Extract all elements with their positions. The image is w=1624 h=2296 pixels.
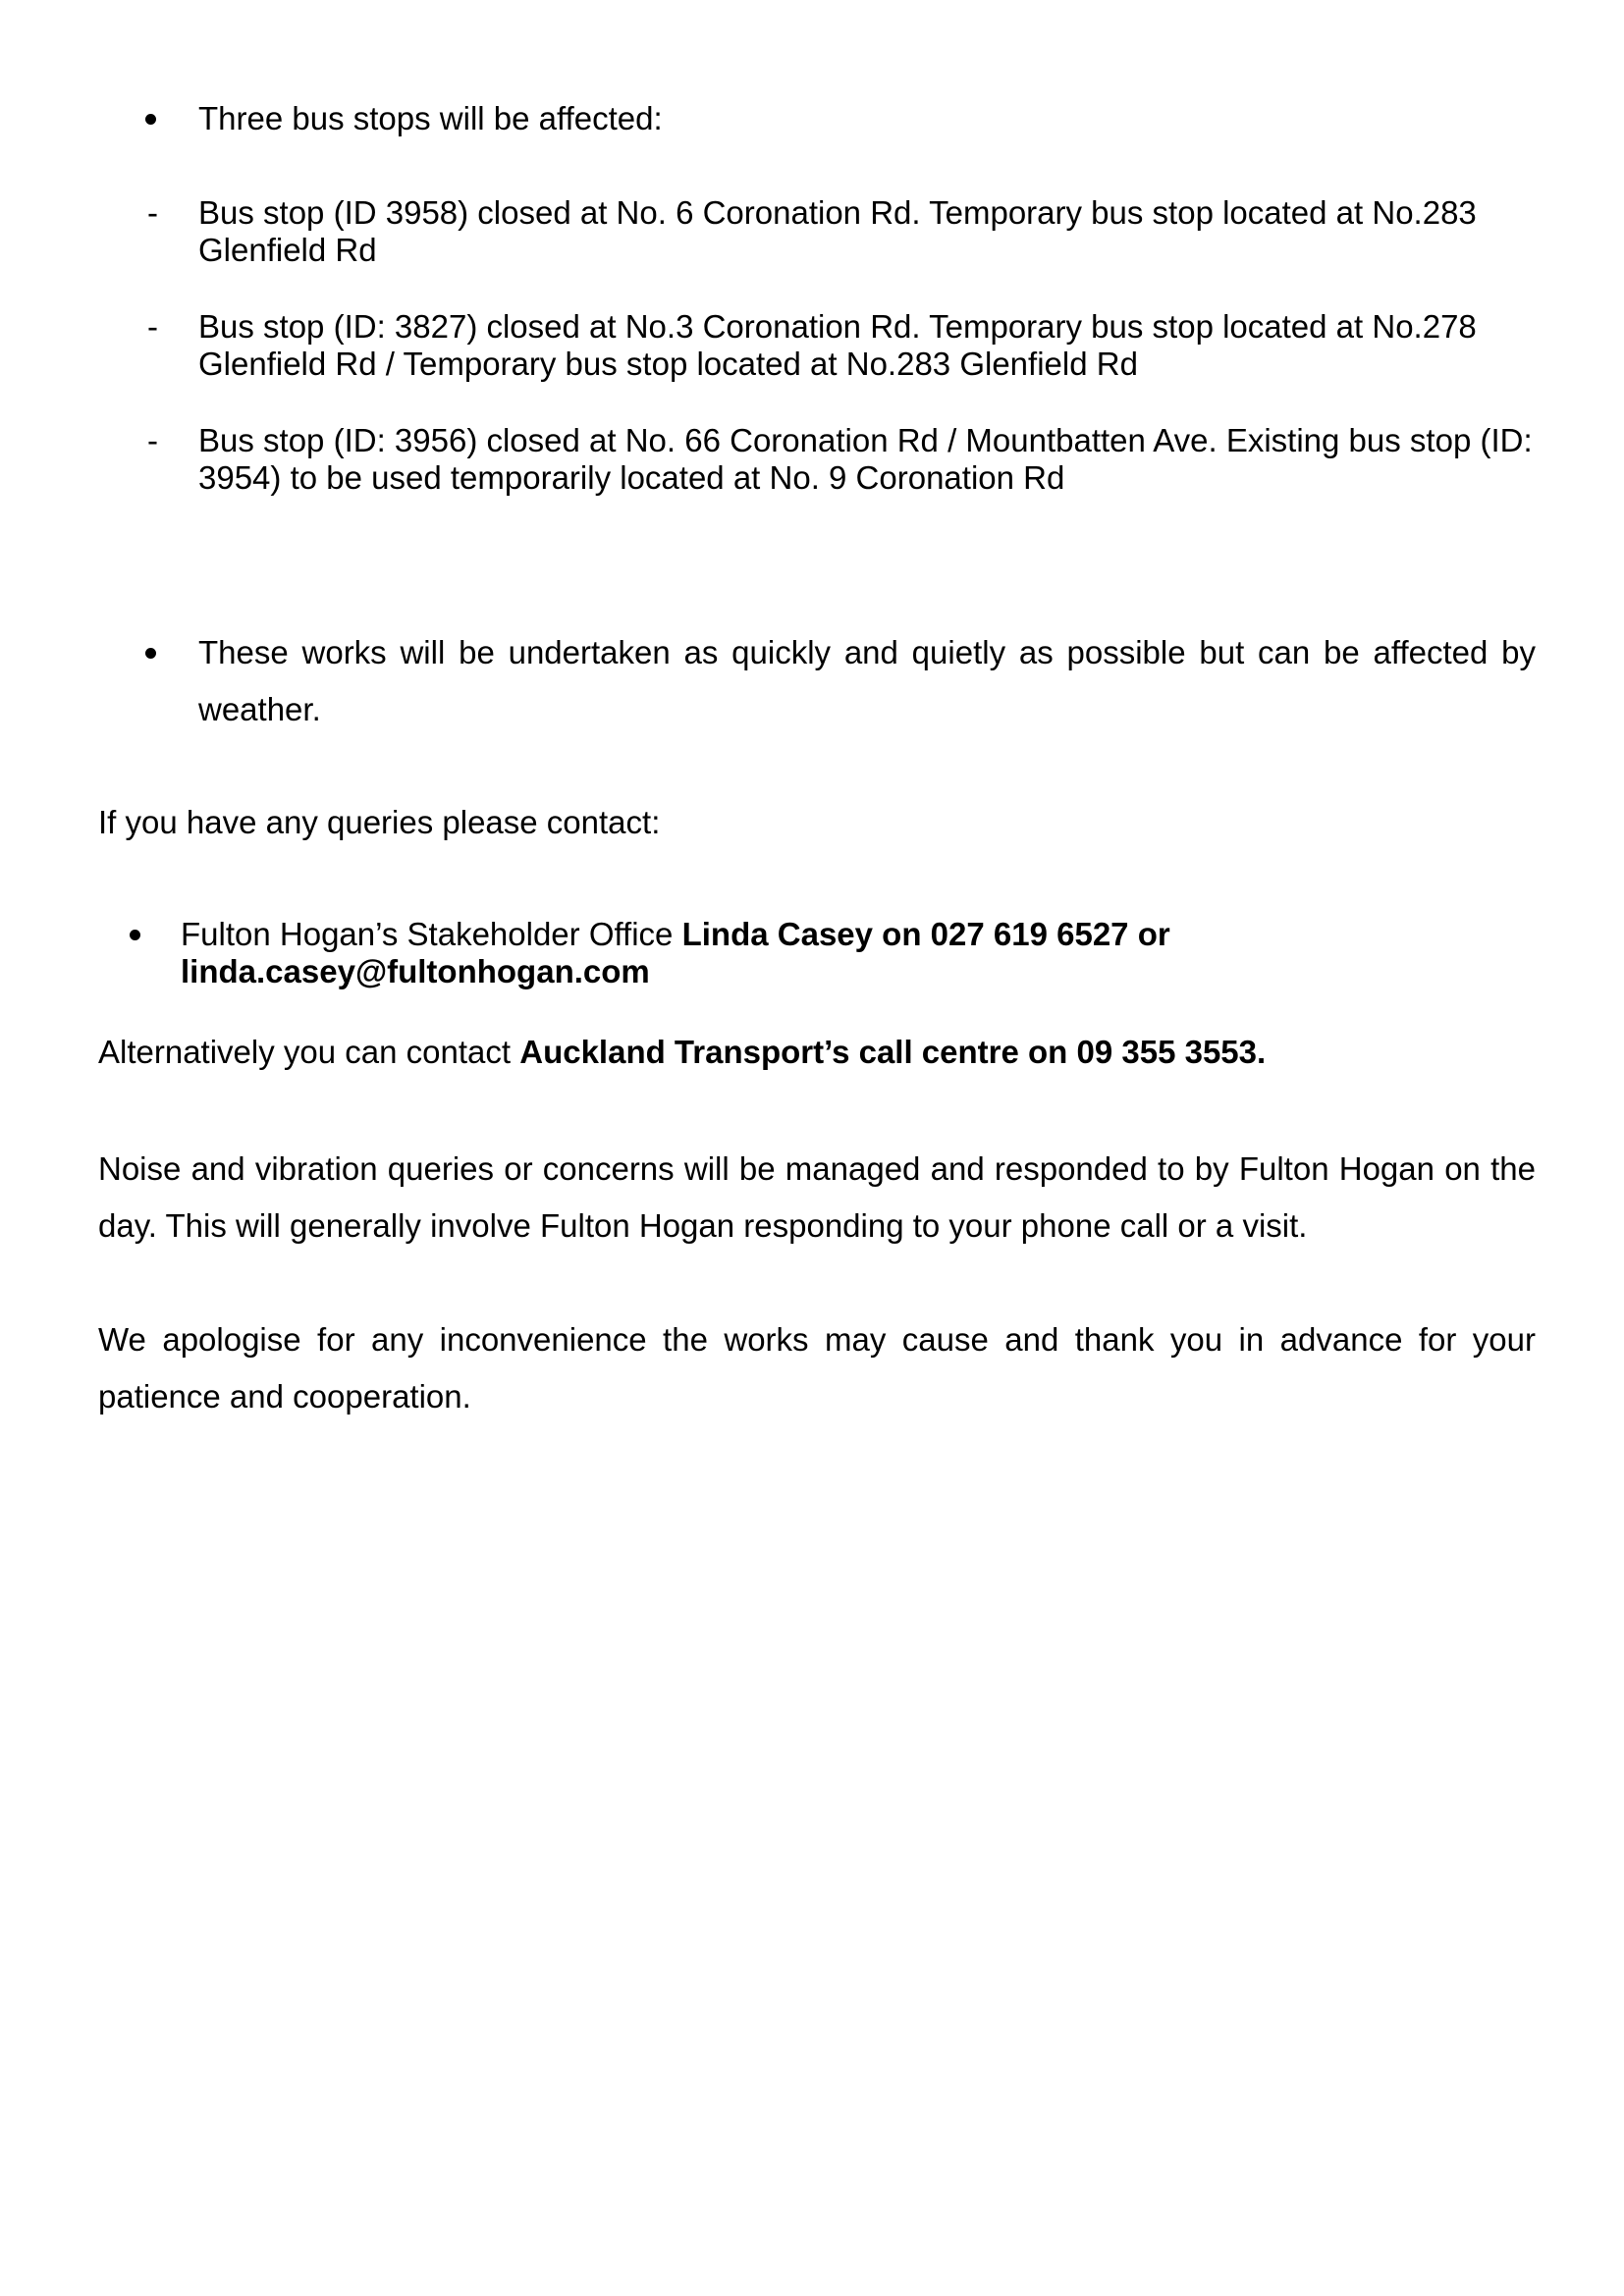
noise-vibration-paragraph: Noise and vibration queries or concerns will be managed and responded to by Fulton Hogan on the day. This will generally involve Fulton Hogan responding to your phone call or a visit. [98,1150,1536,1244]
dash-marker: - [147,422,158,458]
dash-marker: - [147,308,158,345]
dash-item-bus-stop-3958 [98,194,1536,273]
bullet-icon [145,100,175,137]
queries-intro-text: If you have any queries please contact: [98,804,661,840]
bullet-item-weather [98,624,1536,742]
dash-marker: - [147,194,158,231]
bullet-icon [130,916,159,953]
bullet-text: Three bus stops will be affected: [198,100,663,136]
bullet-item-bus-stops-affected [98,100,1536,139]
contact-name-phone-email: Linda Casey on 027 619 6527 or linda.casey@fultonhogan.com [181,916,1170,989]
dash-item-text: Bus stop (ID: 3827) closed at No.3 Coronation Rd. Temporary bus stop located at No.278 Glenfield Rd / Temporary bus stop located at No.283 Glenfield Rd [198,308,1477,382]
apology-paragraph: We apologise for any inconvenience the works may cause and thank you in advance for your patience and cooperation. [98,1321,1536,1415]
auckland-transport-call-centre: Auckland Transport’s call centre on 09 355 3553. [519,1034,1267,1070]
alternative-prefix: Alternatively you can contact [98,1034,520,1070]
bullet-icon [145,624,175,681]
contact-prefix: Fulton Hogan’s Stakeholder Office [181,916,682,952]
dash-item-bus-stop-3956 [98,422,1536,501]
alternative-contact-text [98,1034,1536,1071]
bullet-text: These works will be undertaken as quickly and quietly as possible but can be affected by weather. [198,634,1536,727]
dash-item-bus-stop-3827 [98,308,1536,387]
bullet-item-contact [98,916,1536,994]
contact-text [181,916,1359,990]
dash-item-text: Bus stop (ID 3958) closed at No. 6 Coronation Rd. Temporary bus stop located at No.283 Glenfield Rd [198,194,1477,268]
dash-item-text: Bus stop (ID: 3956) closed at No. 66 Coronation Rd / Mountbatten Ave. Existing bus stop (ID: 3954) to be used temporarily located at No. 9 Coronation Rd [198,422,1533,496]
